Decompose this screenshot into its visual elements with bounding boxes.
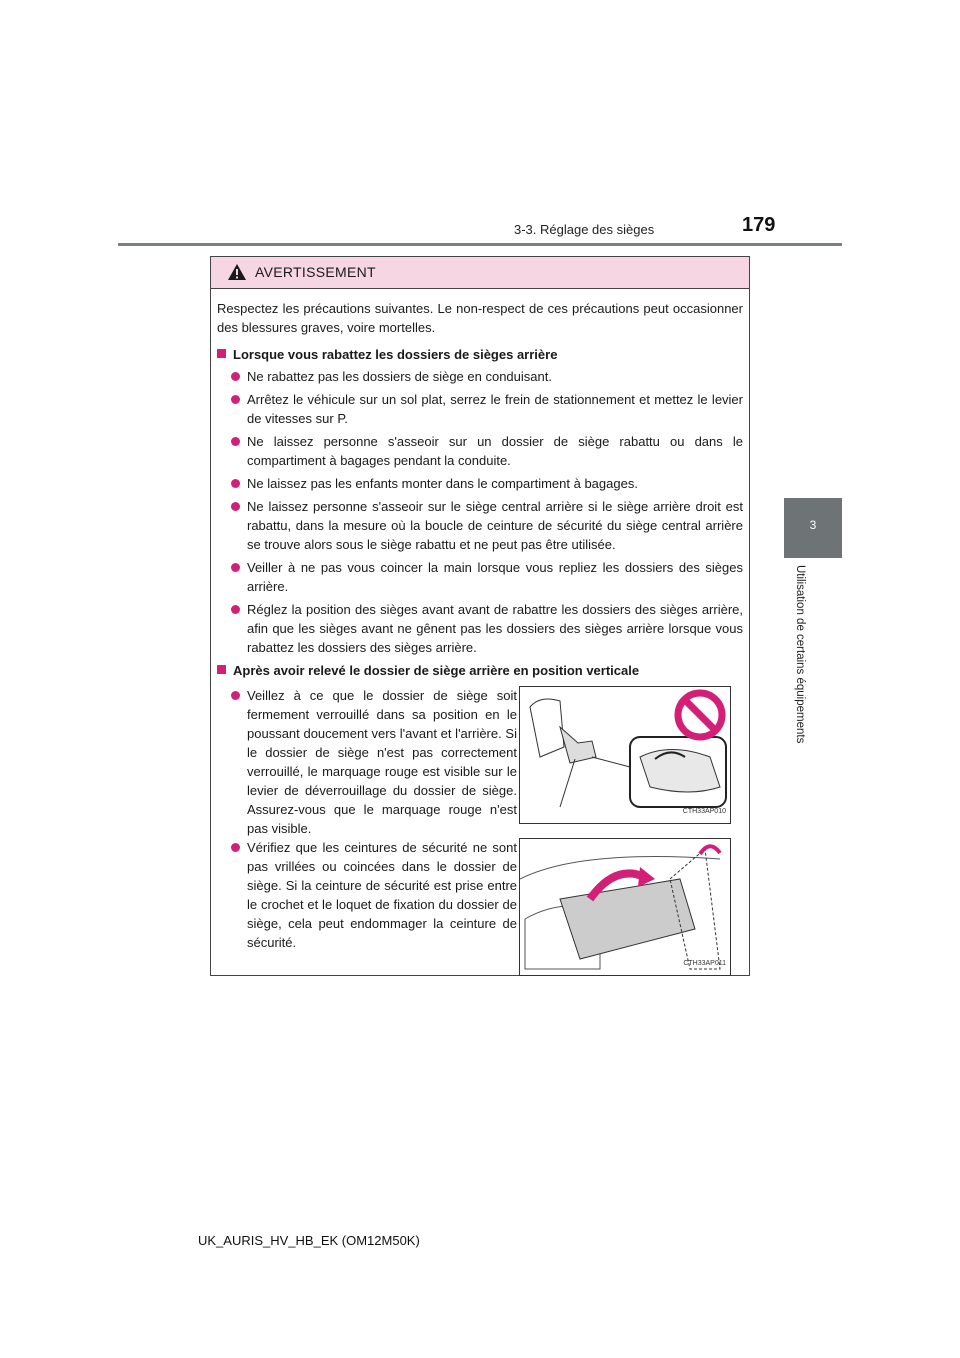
figure-row — [217, 838, 743, 988]
chapter-tab — [784, 498, 842, 558]
bullet-dot-icon — [231, 691, 240, 700]
page-number: 179 — [742, 214, 776, 236]
warning-body — [211, 289, 749, 988]
bullet-text: Veiller à ne pas vous coincer la main lorsque vous repliez les dossiers des sièges arrière. — [247, 560, 743, 594]
bullet-text: Ne laissez pas les enfants monter dans le compartiment à bagages. — [247, 476, 638, 491]
warning-intro: Respectez les précautions suivantes. Le non-respect de ces précautions peut occasionner des blessures graves, voire mortelles. — [217, 301, 743, 335]
header-section-title: 3-3. Réglage des sièges — [514, 222, 655, 237]
header-rule — [118, 243, 842, 246]
chapter-number: 3 — [809, 518, 817, 532]
bullet-dot-icon — [231, 563, 240, 572]
bullet-dot-icon — [231, 843, 240, 852]
bullet-text: Vérifiez que les ceintures de sécurité ne sont pas vrillées ou coincées dans le dossier de siège. Si la ceinture de sécurité est prise entre le crochet et le loquet de fixation du dossier de siège, cela peut endommager la ceinture de sécurité. — [247, 840, 517, 950]
seatbelt-figure — [519, 838, 731, 976]
chapter-side-label: Utilisation de certains équipements — [794, 565, 806, 744]
footer-doc-id: UK_AURIS_HV_HB_EK (OM12M50K) — [198, 1233, 420, 1248]
bullet-dot-icon — [231, 395, 240, 404]
section-heading: Lorsque vous rabattez les dossiers de sièges arrière — [217, 345, 743, 364]
list-item — [217, 432, 743, 470]
list-item — [217, 558, 743, 596]
bullet-text: Réglez la position des sièges avant avant de rabattre les dossiers des sièges arrière, afin que les sièges avant ne gênent pas les dossiers des sièges arrière lorsque vous rabattez les dossiers des sièges arrière. — [247, 602, 743, 655]
bullet-dot-icon — [231, 479, 240, 488]
warning-title: AVERTISSEMENT — [255, 264, 376, 280]
warning-box — [210, 256, 750, 976]
figure-code: CTH33AP011 — [683, 960, 726, 967]
warning-triangle-icon — [227, 263, 247, 281]
list-item — [217, 600, 743, 657]
list-item — [217, 474, 743, 493]
bullet-dot-icon — [231, 605, 240, 614]
list-item — [217, 497, 743, 554]
list-item — [217, 390, 743, 428]
bullet-text: Ne laissez personne s'asseoir sur le siège central arrière si le siège arrière droit est rabattu, dans la mesure où la boucle de ceinture de sécurité du siège central arrière se trouve alors sous le siège rabattu et ne peut pas être utilisée. — [247, 499, 743, 552]
list-item — [217, 686, 517, 838]
list-item — [217, 838, 517, 952]
bullet-text: Ne laissez personne s'asseoir sur un dossier de siège rabattu ou dans le compartiment à bagages pendant la conduite. — [247, 434, 743, 468]
bullet-text: Ne rabattez pas les dossiers de siège en conduisant. — [247, 369, 552, 384]
bullet-text: Arrêtez le véhicule sur un sol plat, serrez le frein de stationnement et mettez le levier de vitesses sur P. — [247, 392, 743, 426]
bullet-dot-icon — [231, 372, 240, 381]
seat-lock-figure — [519, 686, 731, 824]
bullet-text: Veillez à ce que le dossier de siège soit fermement verrouillé dans sa position en le poussant doucement vers l'avant et l'arrière. Si le dossier de siège n'est pas correctement verrouillé, le marquage rouge est visible sur le levier de déverrouillage du dossier de siège. Assurez-vous que le marquage rouge n'est pas visible. — [247, 688, 517, 836]
bullet-dot-icon — [231, 502, 240, 511]
bullet-dot-icon — [231, 437, 240, 446]
section-heading: Après avoir relevé le dossier de siège arrière en position verticale — [217, 661, 743, 680]
warning-header — [211, 257, 749, 289]
list-item — [217, 367, 743, 386]
figure-code: CTH33AP010 — [682, 808, 726, 815]
figure-row — [217, 686, 743, 836]
